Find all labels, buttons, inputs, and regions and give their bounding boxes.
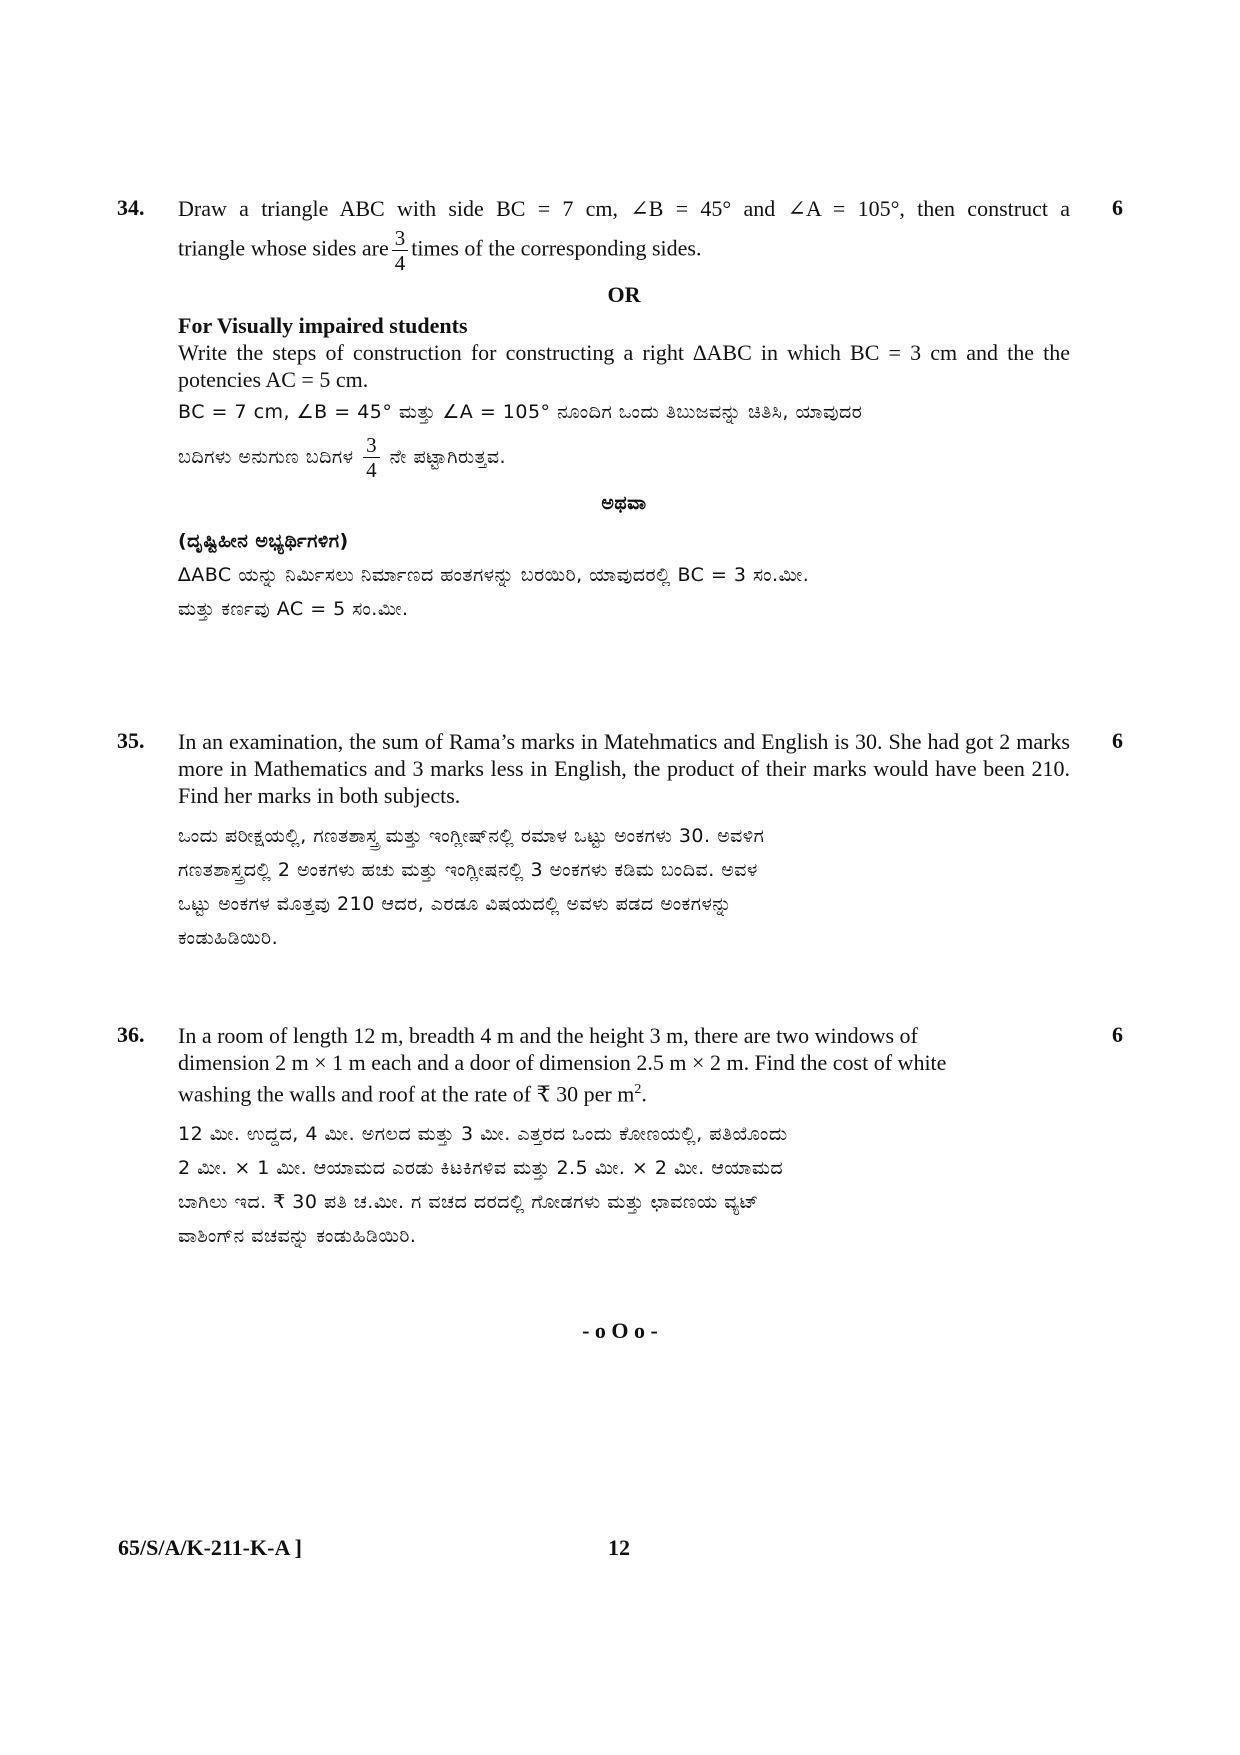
text-segment: triangle whose sides are — [178, 235, 389, 261]
kannada-text: ಬಾಗಿಲು ಇದ. ₹ 30 ಪತಿ ಚ.ಮೀ. ಗ ವಚದ ದರದಲ್ಲಿ ಗೋಡಗಳು ಮತ್ತು ಛಾವಣಯ ವ್ಯಟ್ — [178, 1191, 759, 1214]
kannada-text: ವಾಶಿಂಗ್‌ನ ವಚವನ್ನು ಕಂಡುಹಿಡಿಯಿರಿ. — [178, 1225, 417, 1248]
question-body — [178, 195, 1070, 626]
kannada-text: ಕಂಡುಹಿಡಿಯಿರಿ. — [178, 927, 279, 949]
question-body — [178, 728, 1070, 955]
page-number: 12 — [608, 1535, 630, 1560]
question-text-fraction-line — [178, 226, 1070, 275]
kannada-text: 2 ಮೀ. × 1 ಮೀ. ಆಯಾಮದ ಎರಡು ಕಿಟಕಿಗಳಿವ ಮತ್ತು 2.5 ಮೀ. × 2 ಮೀ. ಆಯಾಮದ — [178, 1157, 784, 1180]
fraction-denominator: 4 — [394, 251, 406, 275]
kannada-fraction-line — [178, 433, 1070, 482]
question-number: 34. — [117, 195, 145, 220]
text-segment: ಬದಿಗಳು ಅನುಗುಣ ಬದಿಗಳ — [178, 446, 354, 468]
kannada-text: ∆ABC ಯನ್ನು ನಿರ್ಮಿಸಲು ನಿರ್ಮಾಣದ ಹಂತಗಳನ್ನು ಬರಯಿರಿ, ಯಾವುದರಲ್ಲಿ BC = 3 ಸಂ.ಮೀ. — [178, 564, 810, 586]
visually-impaired-heading: For Visually impaired students — [178, 313, 468, 338]
kannada-text: ಗಣತಶಾಸ್ತ್ರದಲ್ಲಿ 2 ಅಂಕಗಳು ಹಚು ಮತ್ತು ಇಂಗ್ಲೀಷನಲ್ಲಿ 3 ಅಂಕಗಳು ಕಡಿಮ ಬಂದಿವ. ಅವಳ — [178, 859, 758, 881]
or-separator: OR — [607, 282, 641, 307]
question-marks: 6 — [1112, 728, 1123, 753]
question-marks: 6 — [1112, 195, 1123, 220]
text-segment: washing the walls and roof at the rate of ₹ 30 per m — [178, 1081, 635, 1107]
superscript: 2 — [634, 1082, 642, 1097]
text-segment: ನೇ ಪಟ್ಟಾಗಿರುತ್ತವ. — [389, 446, 507, 468]
kannada-text: ಒಂದು ಪರೀಕ್ಷಯಲ್ಲಿ, ಗಣತಶಾಸ್ತ್ರ ಮತ್ತು ಇಂಗ್ಲೀಷ್‌ನಲ್ಲಿ ರಮಾಳ ಒಟ್ಟು ಅಂಕಗಳು 30. ಅವಳಿಗ — [178, 825, 765, 847]
kannada-or-separator: ಅಥವಾ — [601, 492, 647, 514]
end-of-paper-mark: - o O o - — [582, 1318, 658, 1343]
fraction-numerator: 3 — [363, 433, 380, 458]
fraction-denominator: 4 — [366, 458, 378, 482]
fraction-numerator: 3 — [392, 226, 409, 251]
question-text: Draw a triangle ABC with side BC = 7 cm, ∠B = 45° and ∠A = 105°, then construct a — [178, 196, 1070, 221]
kannada-text: ಮತ್ತು ಕರ್ಣವು AC = 5 ಸಂ.ಮೀ. — [178, 598, 409, 620]
question-marks: 6 — [1112, 1022, 1123, 1047]
kannada-text: ಒಟ್ಟು ಅಂಕಗಳ ಮೊತ್ತವು 210 ಆದರ, ಎರಡೂ ವಿಷಯದಲ್ಲಿ ಅವಳು ಪಡದ ಅಂಕಗಳನ್ನು — [178, 893, 732, 915]
fraction — [363, 433, 380, 482]
kannada-visually-impaired-heading: (ದೃಷ್ಟಿಹೀನ ಅಭ್ಯರ್ಥಿಗಳಿಗ) — [178, 530, 349, 552]
question-text: In a room of length 12 m, breadth 4 m and the height 3 m, there are two windows of — [178, 1023, 918, 1048]
question-text — [178, 1076, 1070, 1107]
kannada-block — [178, 819, 1070, 955]
text-segment: times of the corresponding sides. — [411, 235, 702, 261]
kannada-text: 12 ಮೀ. ಉದ್ದದ, 4 ಮೀ. ಅಗಲದ ಮತ್ತು 3 ಮೀ. ಎತ್ತರದ ಒಂದು ಕೋಣಯಲ್ಲಿ, ಪತಿಯೊಂದು — [178, 1123, 788, 1146]
text-segment: . — [641, 1081, 647, 1107]
question-body — [178, 1022, 1070, 1253]
kannada-block — [178, 1117, 1070, 1253]
paper-code: 65/S/A/K-211-K-A ] — [118, 1535, 302, 1560]
question-text: dimension 2 m × 1 m each and a door of dimension 2.5 m × 2 m. Find the cost of white — [178, 1050, 947, 1075]
question-number: 36. — [117, 1022, 145, 1047]
fraction — [392, 226, 409, 275]
kannada-text: BC = 7 cm, ∠B = 45° ಮತ್ತು ∠A = 105° ನೂಂದಿಗ ಒಂದು ತಿಬುಜವನ್ನು ಚಿತಿಸಿ, ಯಾವುದರ — [178, 401, 863, 423]
visually-impaired-text: Write the steps of construction for constructing a right ∆ABC in which BC = 3 cm and the the potencies AC = 5 cm. — [178, 340, 1070, 392]
question-number: 35. — [117, 728, 145, 753]
question-text: In an examination, the sum of Rama’s marks in Matehmatics and English is 30. She had got 2 marks more in Mathematics and 3 marks less in English, the product of their marks would have been 210. Find her marks in both subjects. — [178, 729, 1070, 808]
